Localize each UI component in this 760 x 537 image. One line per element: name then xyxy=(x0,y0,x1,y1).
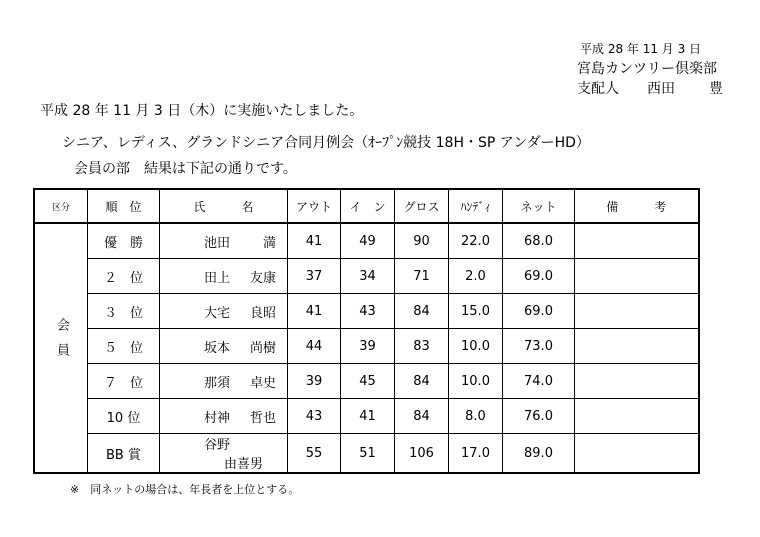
table-row xyxy=(34,329,699,364)
gross-cell: 84 xyxy=(395,294,449,329)
in-cell: 45 xyxy=(341,364,395,399)
out-cell: 43 xyxy=(288,399,341,434)
rank-cell: ５ 位 xyxy=(88,329,160,364)
handicap-cell: 22.0 xyxy=(449,223,503,259)
name-cell xyxy=(160,294,288,329)
handicap-cell: 15.0 xyxy=(449,294,503,329)
remarks-cell xyxy=(575,434,699,474)
remarks-cell xyxy=(575,259,699,294)
handicap-cell: 10.0 xyxy=(449,364,503,399)
in-cell: 51 xyxy=(341,434,395,474)
signer-given-name: 豊 xyxy=(709,81,723,97)
family-name: 坂本 xyxy=(204,340,231,356)
table-header-row xyxy=(34,189,699,223)
signer-title: 支配人 xyxy=(577,81,619,97)
results-table xyxy=(33,188,700,474)
remarks-cell xyxy=(575,223,699,259)
family-name: 谷野 xyxy=(204,438,231,453)
out-cell: 44 xyxy=(288,329,341,364)
net-cell: 89.0 xyxy=(503,434,575,474)
family-name: 那須 xyxy=(204,375,231,391)
out-cell: 55 xyxy=(288,434,341,474)
given-name: 哲也 xyxy=(250,410,277,426)
header-category: 区分 xyxy=(34,189,88,223)
section-title: 会員の部 結果は下記の通りです。 xyxy=(74,161,297,177)
family-name: 村神 xyxy=(204,410,231,426)
category-label: 会員 xyxy=(54,318,69,368)
given-name: 友康 xyxy=(250,270,277,286)
given-name: 由喜男 xyxy=(224,457,264,472)
table-row xyxy=(34,364,699,399)
given-name: 満 xyxy=(250,235,277,251)
in-cell: 43 xyxy=(341,294,395,329)
header-in: イ ン xyxy=(341,189,395,223)
handicap-cell: 2.0 xyxy=(449,259,503,294)
net-cell: 69.0 xyxy=(503,294,575,329)
document-date: 平成 28 年 11 月 3 日 xyxy=(580,42,702,56)
header-net: ネット xyxy=(503,189,575,223)
out-cell: 41 xyxy=(288,294,341,329)
out-cell: 41 xyxy=(288,223,341,259)
rank-cell: 優 勝 xyxy=(88,223,160,259)
header-gross: グロス xyxy=(395,189,449,223)
out-cell: 39 xyxy=(288,364,341,399)
remarks-cell xyxy=(575,364,699,399)
family-name: 池田 xyxy=(204,235,231,251)
net-cell: 69.0 xyxy=(503,259,575,294)
out-cell: 37 xyxy=(288,259,341,294)
gross-cell: 83 xyxy=(395,329,449,364)
gross-cell: 106 xyxy=(395,434,449,474)
table-row xyxy=(34,399,699,434)
gross-cell: 90 xyxy=(395,223,449,259)
net-cell: 68.0 xyxy=(503,223,575,259)
club-name: 宮島カンツリー倶楽部 xyxy=(577,61,717,77)
table-row xyxy=(34,223,699,259)
header-rank: 順 位 xyxy=(88,189,160,223)
rank-cell: BB 賞 xyxy=(88,434,160,474)
family-name: 田上 xyxy=(204,270,231,286)
net-cell: 76.0 xyxy=(503,399,575,434)
handicap-cell: 8.0 xyxy=(449,399,503,434)
footnote: ※ 同ネットの場合は、年長者を上位とする。 xyxy=(70,483,300,496)
intro-text: 平成 28 年 11 月 3 日（木）に実施いたしました。 xyxy=(40,103,364,119)
rank-cell: ２ 位 xyxy=(88,259,160,294)
given-name: 卓史 xyxy=(250,375,277,391)
rank-cell: 10 位 xyxy=(88,399,160,434)
handicap-cell: 17.0 xyxy=(449,434,503,474)
gross-cell: 71 xyxy=(395,259,449,294)
in-cell: 39 xyxy=(341,329,395,364)
header-out: アウト xyxy=(288,189,341,223)
rank-cell: ７ 位 xyxy=(88,364,160,399)
remarks-cell xyxy=(575,294,699,329)
remarks-cell xyxy=(575,329,699,364)
given-name: 尚樹 xyxy=(250,340,277,356)
name-cell xyxy=(160,259,288,294)
event-title: シニア、レディス、グランドシニア合同月例会（ｵｰﾌﾟﾝ競技 18H・SP アンダーHD） xyxy=(62,135,590,151)
table-row xyxy=(34,294,699,329)
rank-cell: ３ 位 xyxy=(88,294,160,329)
name-cell xyxy=(160,399,288,434)
signer-family-name: 西田 xyxy=(647,81,675,97)
gross-cell: 84 xyxy=(395,364,449,399)
in-cell: 34 xyxy=(341,259,395,294)
table-row xyxy=(34,434,699,474)
name-cell xyxy=(160,223,288,259)
net-cell: 74.0 xyxy=(503,364,575,399)
name-cell xyxy=(160,329,288,364)
category-cell xyxy=(34,223,88,473)
in-cell: 49 xyxy=(341,223,395,259)
net-cell: 73.0 xyxy=(503,329,575,364)
handicap-cell: 10.0 xyxy=(449,329,503,364)
gross-cell: 84 xyxy=(395,399,449,434)
remarks-cell xyxy=(575,399,699,434)
name-cell xyxy=(160,364,288,399)
header-name: 氏 名 xyxy=(160,189,288,223)
header-handicap: ﾊﾝﾃﾞｨ xyxy=(449,189,503,223)
given-name: 良昭 xyxy=(250,305,277,321)
table-row xyxy=(34,259,699,294)
header-remarks: 備 考 xyxy=(575,189,699,223)
in-cell: 41 xyxy=(341,399,395,434)
family-name: 大宅 xyxy=(204,305,231,321)
signer xyxy=(577,78,723,98)
name-cell xyxy=(160,434,288,474)
